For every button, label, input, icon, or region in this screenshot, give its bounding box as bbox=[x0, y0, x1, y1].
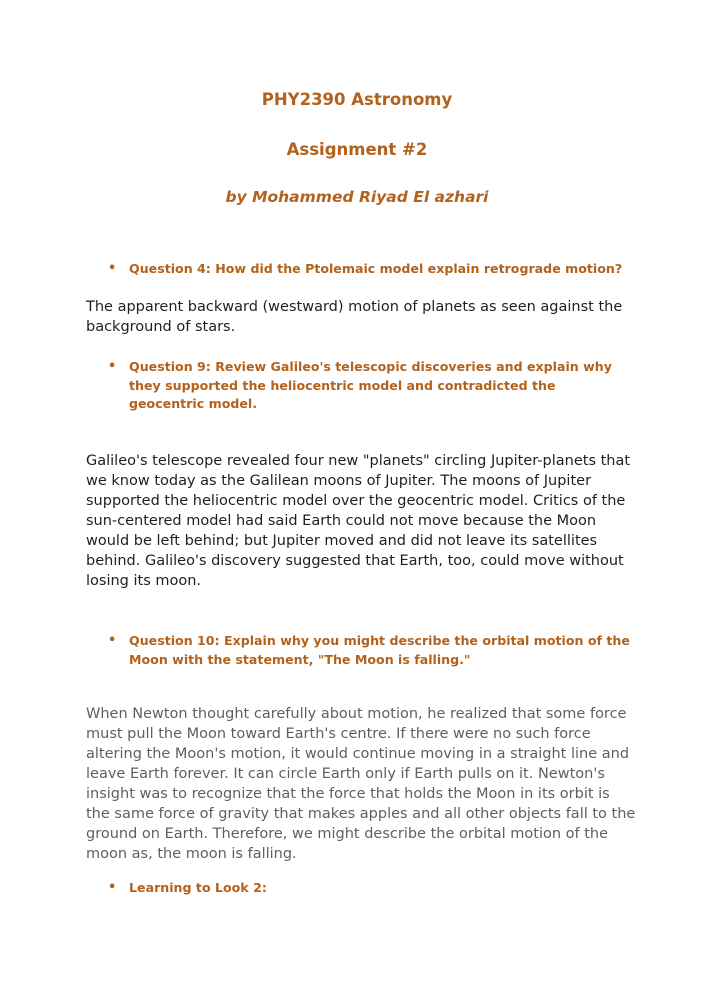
question-9-text: Question 9: Review Galileo's telescopic discoveries and explain why they supported the heliocentric model and contradicted the geocentric model. bbox=[129, 359, 612, 411]
bullet-icon: • bbox=[108, 261, 117, 276]
learning-to-look-item bbox=[108, 879, 634, 898]
answer-10-text: When Newton thought carefully about motion, he realized that some force must pull the Moon toward Earth's centre. If there were no such force altering the Moon's motion, it would continue moving in a straight line and leave Earth forever. It can circle Earth only if Earth pulls on it. Newton's insight was to recognize that the force that holds the Moon in its orbit is the same force of gravity that makes apples and all other objects fall to the ground on Earth. Therefore, we might describe the orbital motion of the moon as, the moon is falling. bbox=[86, 706, 636, 862]
question-4-item bbox=[108, 260, 634, 279]
question-4-text: Question 4: How did the Ptolemaic model explain retrograde motion? bbox=[129, 261, 623, 276]
answer-9-text: Galileo's telescope revealed four new "planets" circling Jupiter-planets that we know today as the Galilean moons of Jupiter. The moons of Jupiter supported the heliocentric model over the geocentric model. Critics of the sun-centered model had said Earth could not move because the Moon would be left behind; but Jupiter moved and did not leave its satellites behind. Galileo's discovery suggested that Earth, too, could move without losing its moon. bbox=[86, 453, 631, 589]
question-10-text: Question 10: Explain why you might describe the orbital motion of the Moon with the statement, "The Moon is falling." bbox=[129, 633, 630, 667]
author-byline: by Mohammed Riyad El azhari bbox=[225, 188, 489, 206]
learning-to-look-text: Learning to Look 2: bbox=[129, 880, 267, 895]
question-9-item bbox=[108, 358, 634, 414]
bullet-icon: • bbox=[108, 359, 117, 374]
bullet-icon: • bbox=[108, 633, 117, 648]
course-title: PHY2390 Astronomy bbox=[261, 90, 453, 109]
bullet-icon: • bbox=[108, 880, 117, 895]
answer-4-text: The apparent backward (westward) motion of planets as seen against the background of stars. bbox=[86, 299, 623, 335]
question-10-item bbox=[108, 632, 634, 669]
assignment-title: Assignment #2 bbox=[286, 140, 428, 159]
